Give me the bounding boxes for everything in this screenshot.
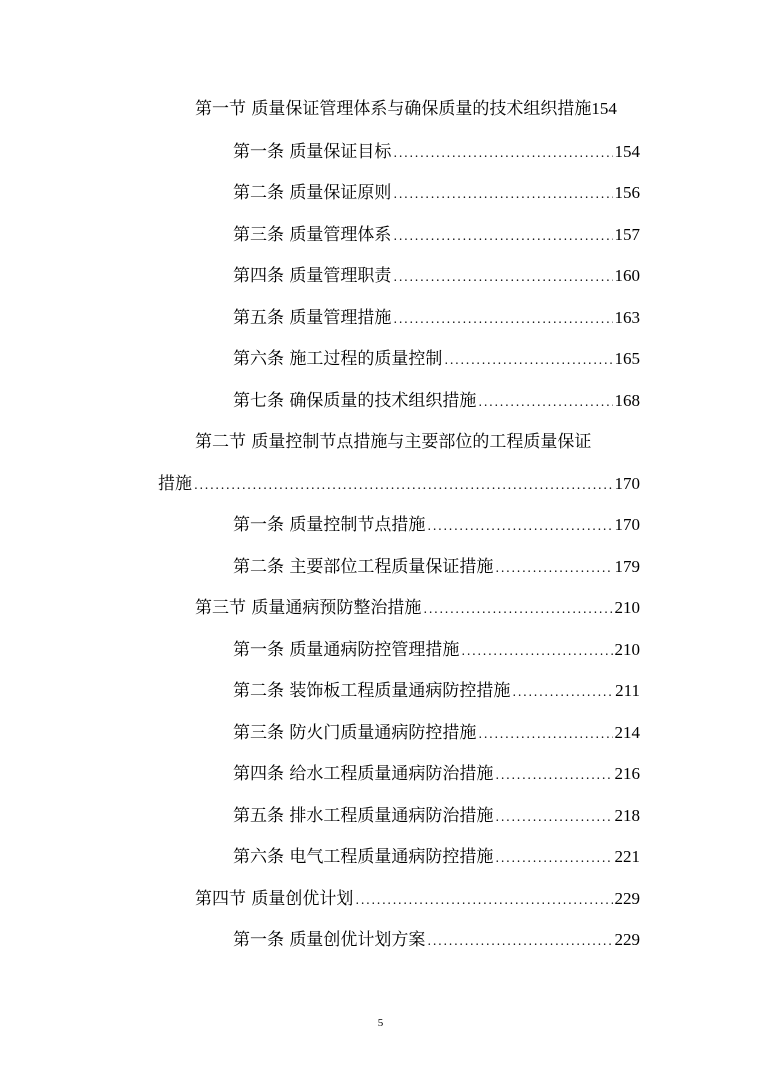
toc-entry[interactable] — [233, 306, 640, 331]
toc-entry-page: 163 — [614, 308, 640, 327]
dot-leader — [393, 265, 612, 289]
toc-entry-page: 179 — [614, 557, 640, 576]
dot-leader — [427, 514, 612, 538]
toc-entry[interactable] — [233, 555, 640, 580]
toc-entry-label: 第一条 质量控制节点措施 — [233, 515, 426, 535]
dot-leader — [495, 556, 612, 580]
toc-entry[interactable] — [233, 804, 640, 829]
toc-entry-label: 第一条 质量通病防控管理措施 — [233, 640, 460, 660]
toc-entry-label: 第三条 质量管理体系 — [233, 225, 392, 245]
toc-entry[interactable] — [233, 389, 640, 414]
toc-section-1[interactable] — [195, 97, 640, 121]
toc-section-3-page: 210 — [614, 598, 640, 617]
toc-entry-page: 214 — [614, 723, 640, 742]
dot-leader — [495, 763, 612, 787]
toc-entry-label: 第一条 质量创优计划方案 — [233, 930, 426, 950]
toc-entry-page: 168 — [614, 391, 640, 410]
dot-leader — [512, 680, 613, 704]
toc-entry-page: 165 — [614, 349, 640, 368]
toc-entry-label: 第三条 防火门质量通病防控措施 — [233, 723, 477, 743]
dot-leader — [478, 390, 612, 414]
dot-leader — [393, 141, 612, 165]
toc-entry[interactable] — [233, 181, 640, 206]
toc-section-2-page: 170 — [614, 474, 640, 493]
dot-leader — [461, 639, 612, 663]
toc-entry[interactable] — [233, 264, 640, 289]
toc-section-1-label: 第一节 质量保证管理体系与确保质量的技术组织措施 — [195, 99, 592, 119]
toc-entry[interactable] — [233, 762, 640, 787]
dot-leader — [393, 182, 612, 206]
toc-entry[interactable] — [233, 679, 640, 704]
toc-entry-label: 第五条 质量管理措施 — [233, 308, 392, 328]
toc-entry-page: 157 — [614, 225, 640, 244]
dot-leader — [444, 348, 612, 372]
toc-entry[interactable] — [233, 721, 640, 746]
dot-leader — [423, 597, 612, 621]
toc-entry[interactable] — [233, 928, 640, 953]
toc-entry-label: 第四条 给水工程质量通病防治措施 — [233, 764, 494, 784]
toc-section-2[interactable] — [158, 472, 640, 497]
toc-entry-label: 第二条 质量保证原则 — [233, 183, 392, 203]
toc-entry[interactable] — [233, 513, 640, 538]
dot-leader — [355, 888, 612, 912]
toc-entry-label: 第六条 施工过程的质量控制 — [233, 349, 443, 369]
toc-entry-page: 218 — [614, 806, 640, 825]
toc-entry-page: 216 — [614, 764, 640, 783]
dot-leader — [194, 473, 613, 497]
dot-leader — [427, 929, 612, 953]
toc-entry-page: 221 — [614, 847, 640, 866]
toc-entry[interactable] — [233, 347, 640, 372]
toc-entry-page: 154 — [614, 142, 640, 161]
dot-leader — [393, 307, 612, 331]
toc-entry-page: 170 — [614, 515, 640, 534]
toc-entry-page: 160 — [614, 266, 640, 285]
toc-entry-page: 211 — [615, 681, 640, 700]
toc-entry[interactable] — [233, 140, 640, 165]
toc-section-3[interactable] — [195, 596, 640, 621]
toc-entry-page: 229 — [614, 930, 640, 949]
toc-entry-label: 第七条 确保质量的技术组织措施 — [233, 391, 477, 411]
toc-section-1-page: 154 — [591, 99, 617, 118]
toc-section-2-line1[interactable]: 第二节 质量控制节点措施与主要部位的工程质量保证 — [195, 432, 592, 452]
dot-leader — [495, 846, 612, 870]
toc-section-4[interactable] — [195, 887, 640, 912]
toc-entry-label: 第五条 排水工程质量通病防治措施 — [233, 806, 494, 826]
dot-leader — [495, 805, 612, 829]
toc-entry[interactable] — [233, 845, 640, 870]
dot-leader — [393, 224, 612, 248]
toc-entry-label: 第一条 质量保证目标 — [233, 142, 392, 162]
toc-entry-label: 第二条 主要部位工程质量保证措施 — [233, 557, 494, 577]
dot-leader — [478, 722, 612, 746]
toc-entry-label: 第四条 质量管理职责 — [233, 266, 392, 286]
toc-entry[interactable] — [233, 638, 640, 663]
toc-entry-page: 210 — [614, 640, 640, 659]
toc-section-2-label: 措施 — [158, 474, 192, 494]
toc-entry[interactable] — [233, 223, 640, 248]
toc-entry-label: 第二条 装饰板工程质量通病防控措施 — [233, 681, 511, 701]
page-number: 5 — [377, 1017, 384, 1029]
toc-entry-page: 156 — [614, 183, 640, 202]
toc-section-4-page: 229 — [614, 889, 640, 908]
toc-section-3-label: 第三节 质量通病预防整治措施 — [195, 598, 422, 618]
toc-entry-label: 第六条 电气工程质量通病防控措施 — [233, 847, 494, 867]
toc-section-4-label: 第四节 质量创优计划 — [195, 889, 354, 909]
